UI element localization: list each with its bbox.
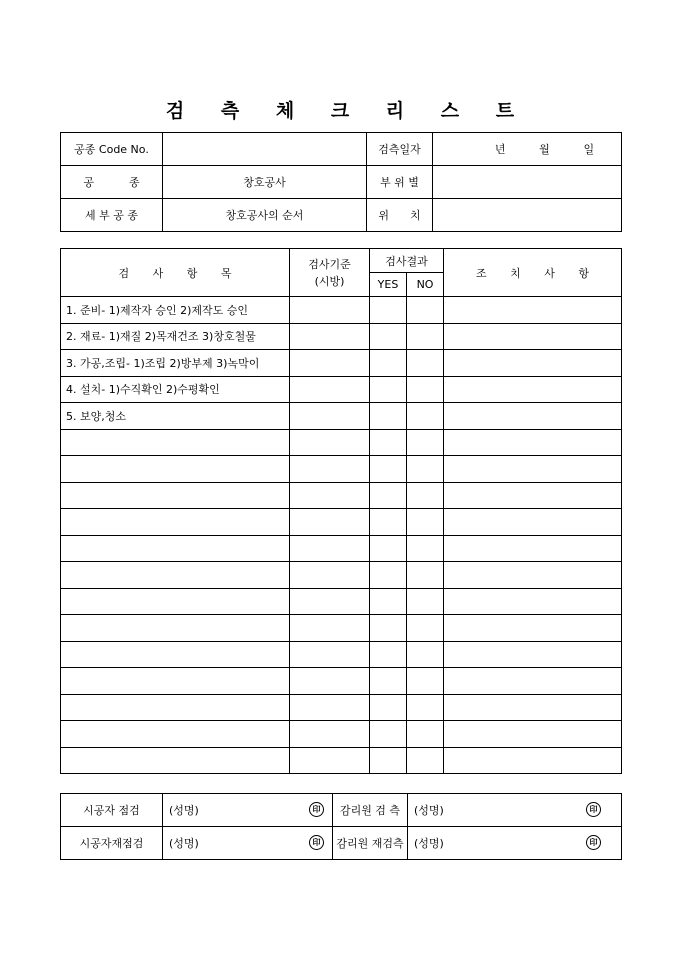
row-action[interactable] xyxy=(444,297,622,324)
row-no[interactable] xyxy=(407,456,444,483)
row-action[interactable] xyxy=(444,376,622,403)
sign-row-1 xyxy=(61,794,622,827)
sign-name-supervisor[interactable]: (성명) 印 xyxy=(408,794,622,827)
row-no[interactable] xyxy=(407,747,444,774)
row-no[interactable] xyxy=(407,615,444,642)
row-no[interactable] xyxy=(407,562,444,589)
row-action[interactable] xyxy=(444,615,622,642)
row-item xyxy=(61,482,290,509)
sign-name-contractor[interactable]: (성명) 印 xyxy=(163,794,333,827)
row-action[interactable] xyxy=(444,694,622,721)
table-row xyxy=(61,429,622,456)
row-item xyxy=(61,562,290,589)
row-standard[interactable] xyxy=(290,562,370,589)
row-item xyxy=(61,456,290,483)
row-standard[interactable] xyxy=(290,721,370,748)
row-yes[interactable] xyxy=(370,641,407,668)
page-title: 검 측 체 크 리 스 트 xyxy=(165,100,530,122)
row-standard[interactable] xyxy=(290,588,370,615)
row-yes[interactable] xyxy=(370,562,407,589)
row-standard[interactable] xyxy=(290,482,370,509)
row-action[interactable] xyxy=(444,535,622,562)
row-item xyxy=(61,535,290,562)
info-row-work xyxy=(61,166,622,199)
sign-label-supervisor-recheck: 감리원 재검측 xyxy=(333,827,408,860)
row-item xyxy=(61,509,290,536)
detail-label: 세 부 공 종 xyxy=(61,199,163,232)
seal-icon: 印 xyxy=(309,835,324,850)
sign-row-2 xyxy=(61,827,622,860)
row-yes[interactable] xyxy=(370,747,407,774)
row-yes[interactable] xyxy=(370,588,407,615)
row-standard[interactable] xyxy=(290,747,370,774)
header-item: 검 사 항 목 xyxy=(61,249,290,297)
sign-name-supervisor-recheck[interactable]: (성명) 印 xyxy=(408,827,622,860)
table-row xyxy=(61,403,622,430)
row-action[interactable] xyxy=(444,721,622,748)
table-row xyxy=(61,535,622,562)
row-action[interactable] xyxy=(444,350,622,377)
row-yes[interactable] xyxy=(370,509,407,536)
header-no: NO xyxy=(407,273,444,297)
row-no[interactable] xyxy=(407,350,444,377)
row-action[interactable] xyxy=(444,668,622,695)
row-yes[interactable] xyxy=(370,721,407,748)
row-standard[interactable] xyxy=(290,429,370,456)
seal-icon: 印 xyxy=(309,802,324,817)
detail-value[interactable]: 창호공사의 순서 xyxy=(163,199,367,232)
row-action[interactable] xyxy=(444,588,622,615)
sign-label-contractor: 시공자 점검 xyxy=(61,794,163,827)
row-action[interactable] xyxy=(444,482,622,509)
row-yes[interactable] xyxy=(370,376,407,403)
row-action[interactable] xyxy=(444,403,622,430)
row-yes[interactable] xyxy=(370,668,407,695)
table-row xyxy=(61,588,622,615)
table-row xyxy=(61,562,622,589)
row-yes[interactable] xyxy=(370,403,407,430)
header-standard: 검사기준 (시방) xyxy=(290,249,370,297)
row-standard[interactable] xyxy=(290,376,370,403)
info-table xyxy=(60,132,622,232)
row-item xyxy=(61,721,290,748)
row-standard[interactable] xyxy=(290,456,370,483)
row-item: 3. 가공,조립- 1)조립 2)방부제 3)녹막이 xyxy=(61,350,290,377)
part-label: 부 위 별 xyxy=(367,166,433,199)
row-item xyxy=(61,747,290,774)
row-standard[interactable] xyxy=(290,403,370,430)
row-standard[interactable] xyxy=(290,535,370,562)
row-action[interactable] xyxy=(444,509,622,536)
sign-name-contractor-material[interactable]: (성명) 印 xyxy=(163,827,333,860)
row-action[interactable] xyxy=(444,747,622,774)
row-no[interactable] xyxy=(407,509,444,536)
sign-label-supervisor: 감리원 검 측 xyxy=(333,794,408,827)
row-item xyxy=(61,429,290,456)
row-no[interactable] xyxy=(407,323,444,350)
table-row xyxy=(61,297,622,324)
row-item: 2. 재료- 1)재질 2)목재건조 3)창호철물 xyxy=(61,323,290,350)
row-item xyxy=(61,694,290,721)
row-no[interactable] xyxy=(407,535,444,562)
row-no[interactable] xyxy=(407,721,444,748)
row-standard[interactable] xyxy=(290,509,370,536)
table-row xyxy=(61,747,622,774)
row-action[interactable] xyxy=(444,641,622,668)
info-row-detail xyxy=(61,199,622,232)
row-item: 4. 설치- 1)수직확인 2)수평확인 xyxy=(61,376,290,403)
table-row xyxy=(61,694,622,721)
date-day: 일 xyxy=(583,143,595,156)
row-item xyxy=(61,615,290,642)
signature-table xyxy=(60,793,622,860)
header-result: 검사결과 xyxy=(370,249,444,273)
row-no[interactable] xyxy=(407,429,444,456)
code-label: 공종 Code No. xyxy=(61,133,163,166)
row-no[interactable] xyxy=(407,641,444,668)
location-value[interactable] xyxy=(433,199,622,232)
row-yes[interactable] xyxy=(370,297,407,324)
row-no[interactable] xyxy=(407,588,444,615)
header-yes: YES xyxy=(370,273,407,297)
location-label: 위 치 xyxy=(367,199,433,232)
table-row xyxy=(61,323,622,350)
row-no[interactable] xyxy=(407,376,444,403)
row-yes[interactable] xyxy=(370,429,407,456)
row-standard[interactable] xyxy=(290,694,370,721)
sign-label-contractor-material: 시공자재점검 xyxy=(61,827,163,860)
date-value[interactable] xyxy=(433,133,622,166)
row-action[interactable] xyxy=(444,429,622,456)
inspection-table xyxy=(60,248,622,774)
table-row xyxy=(61,509,622,536)
row-yes[interactable] xyxy=(370,694,407,721)
row-yes[interactable] xyxy=(370,535,407,562)
date-year: 년 xyxy=(494,143,506,156)
row-standard[interactable] xyxy=(290,641,370,668)
row-item xyxy=(61,668,290,695)
row-action[interactable] xyxy=(444,562,622,589)
row-item xyxy=(61,588,290,615)
table-row xyxy=(61,641,622,668)
table-row xyxy=(61,615,622,642)
row-standard[interactable] xyxy=(290,297,370,324)
row-standard[interactable] xyxy=(290,668,370,695)
row-yes[interactable] xyxy=(370,350,407,377)
part-value[interactable] xyxy=(433,166,622,199)
row-yes[interactable] xyxy=(370,456,407,483)
work-value[interactable]: 창호공사 xyxy=(163,166,367,199)
header-action: 조 치 사 항 xyxy=(444,249,622,297)
table-row xyxy=(61,376,622,403)
row-no[interactable] xyxy=(407,482,444,509)
seal-icon: 印 xyxy=(586,835,601,850)
row-yes[interactable] xyxy=(370,482,407,509)
table-row xyxy=(61,456,622,483)
code-value[interactable] xyxy=(163,133,367,166)
row-standard[interactable] xyxy=(290,350,370,377)
info-row-code xyxy=(61,133,622,166)
row-action[interactable] xyxy=(444,456,622,483)
row-item: 5. 보양,청소 xyxy=(61,403,290,430)
row-yes[interactable] xyxy=(370,615,407,642)
row-no[interactable] xyxy=(407,403,444,430)
row-standard[interactable] xyxy=(290,323,370,350)
row-standard[interactable] xyxy=(290,615,370,642)
date-month: 월 xyxy=(539,143,550,156)
row-no[interactable] xyxy=(407,297,444,324)
row-no[interactable] xyxy=(407,668,444,695)
row-item xyxy=(61,641,290,668)
table-row xyxy=(61,668,622,695)
table-row xyxy=(61,350,622,377)
row-no[interactable] xyxy=(407,694,444,721)
row-item: 1. 준비- 1)제작자 승인 2)제작도 승인 xyxy=(61,297,290,324)
table-row xyxy=(61,482,622,509)
seal-icon: 印 xyxy=(586,802,601,817)
row-action[interactable] xyxy=(444,323,622,350)
row-yes[interactable] xyxy=(370,323,407,350)
table-row xyxy=(61,721,622,748)
date-label: 검측일자 xyxy=(367,133,433,166)
work-label: 공 종 xyxy=(61,166,163,199)
